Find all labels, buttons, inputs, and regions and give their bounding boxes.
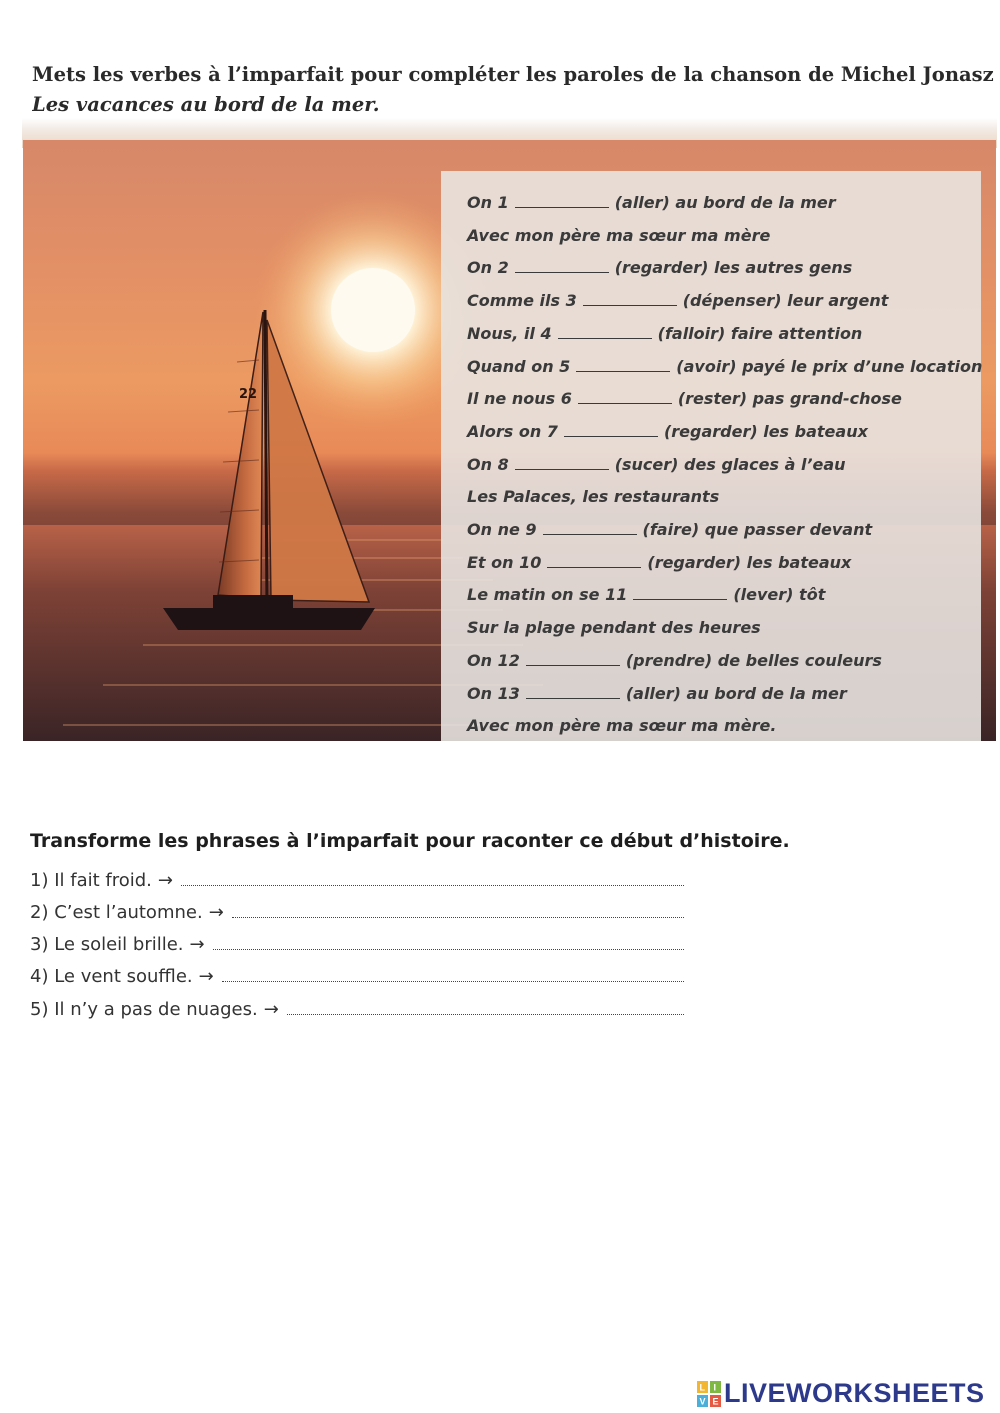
sentence-text: 2) C’est l’automne. <box>30 902 203 923</box>
lyric-line <box>467 226 770 245</box>
lyric-text: On ne 9 <box>467 520 537 539</box>
verb-blank[interactable] <box>515 455 609 470</box>
exercise2-item <box>30 902 684 923</box>
lyric-text: On 13 <box>467 683 520 703</box>
lyric-line <box>467 651 882 670</box>
verb-blank[interactable] <box>583 291 677 306</box>
verb-hint: (sucer) des glaces à l’eau <box>614 454 846 474</box>
exercise2-item <box>30 999 684 1020</box>
verb-hint: (rester) pas grand-chose <box>677 389 902 409</box>
lyric-line <box>467 618 761 637</box>
lyric-text: On 8 <box>467 454 509 474</box>
sentence-text: 1) Il fait froid. <box>30 870 152 891</box>
lyric-line <box>467 389 902 408</box>
sail-number: 22 <box>239 387 258 402</box>
verb-hint: (faire) que passer devant <box>642 520 873 539</box>
exercise2-item <box>30 966 684 987</box>
lyric-line <box>467 193 836 212</box>
lyric-text: Quand on 5 <box>467 356 571 376</box>
lyric-text: Sur la plage pendant des heures <box>467 618 761 638</box>
verb-hint: (dépenser) leur argent <box>682 291 889 311</box>
lyric-text: Le matin on se 11 <box>467 585 628 605</box>
verb-hint: (aller) au bord de la mer <box>625 683 847 703</box>
lyric-line <box>467 553 851 572</box>
liveworksheets-logo <box>697 1378 985 1409</box>
lyric-text: Et on 10 <box>467 552 542 572</box>
arrow-icon: → <box>208 902 224 923</box>
lyric-text: Nous, il 4 <box>467 323 552 343</box>
lyric-line <box>467 324 862 343</box>
brand-name: LIVEWORKSHEETS <box>724 1378 985 1408</box>
exercise2-item <box>30 934 684 955</box>
logo-letters: L I V E <box>699 1382 719 1406</box>
lyric-line <box>467 487 719 506</box>
verb-blank[interactable] <box>576 357 670 372</box>
verb-blank[interactable] <box>578 389 672 404</box>
sunset-sailboat-photo <box>23 140 996 741</box>
verb-hint: (falloir) faire attention <box>657 323 863 343</box>
verb-blank[interactable] <box>526 684 620 699</box>
verb-hint: (regarder) les bateaux <box>663 421 868 441</box>
verb-hint: (regarder) les autres gens <box>614 258 853 278</box>
lyric-text: Comme ils 3 <box>467 291 577 311</box>
lyric-text: Il ne nous 6 <box>467 389 572 409</box>
verb-hint: (aller) au bord de la mer <box>614 193 836 212</box>
lyric-text: Avec mon père ma sœur ma mère. <box>467 716 777 736</box>
verb-blank[interactable] <box>515 193 609 208</box>
verb-blank[interactable] <box>515 258 609 273</box>
song-title: Les vacances au bord de la mer. <box>32 93 380 116</box>
lyric-text: Alors on 7 <box>467 421 558 441</box>
lyric-line <box>467 291 888 310</box>
verb-blank[interactable] <box>558 324 652 339</box>
lyric-line <box>467 422 868 441</box>
arrow-icon: → <box>189 934 205 955</box>
answer-input[interactable] <box>287 1000 684 1015</box>
exercise2-title: Transforme les phrases à l’imparfait pour raconter ce début d’histoire. <box>30 830 790 852</box>
verb-hint: (avoir) payé le prix d’une location <box>676 356 983 376</box>
lyric-line <box>467 716 776 735</box>
arrow-icon: → <box>157 870 173 891</box>
exercise2-item <box>30 870 684 891</box>
verb-blank[interactable] <box>543 520 637 535</box>
lyric-text: Avec mon père ma sœur ma mère <box>467 225 771 245</box>
lyric-line <box>467 258 852 277</box>
verb-blank[interactable] <box>526 651 620 666</box>
instruction-text: Mets les verbes à l’imparfait pour compléter les paroles de la chanson de Michel Jonasz <box>32 63 994 86</box>
verb-hint: (prendre) de belles couleurs <box>625 650 882 670</box>
verb-hint: (lever) tôt <box>733 585 826 605</box>
sentence-text: 4) Le vent souffle. <box>30 966 193 987</box>
answer-input[interactable] <box>213 935 684 950</box>
lyric-line <box>467 455 846 474</box>
sentence-text: 3) Le soleil brille. <box>30 934 184 955</box>
liveworksheets-logo-icon <box>697 1381 721 1407</box>
lyric-line <box>467 357 982 376</box>
verb-blank[interactable] <box>547 553 641 568</box>
answer-input[interactable] <box>232 903 684 918</box>
lyric-line <box>467 520 872 539</box>
verb-blank[interactable] <box>564 422 658 437</box>
answer-input[interactable] <box>181 871 684 886</box>
sentence-text: 5) Il n’y a pas de nuages. <box>30 999 258 1020</box>
lyric-line <box>467 585 825 604</box>
answer-input[interactable] <box>222 967 684 982</box>
lyric-text: On 1 <box>467 193 509 212</box>
lyric-text: On 2 <box>467 258 509 278</box>
arrow-icon: → <box>198 966 214 987</box>
lyric-text: On 12 <box>467 650 520 670</box>
arrow-icon: → <box>263 999 279 1020</box>
verb-hint: (regarder) les bateaux <box>647 552 852 572</box>
lyric-line <box>467 684 847 703</box>
exercise1-instruction <box>32 60 1000 122</box>
verb-blank[interactable] <box>633 585 727 600</box>
song-lyrics-panel <box>441 171 981 741</box>
sun <box>331 268 415 352</box>
lyric-text: Les Palaces, les restaurants <box>467 487 720 507</box>
